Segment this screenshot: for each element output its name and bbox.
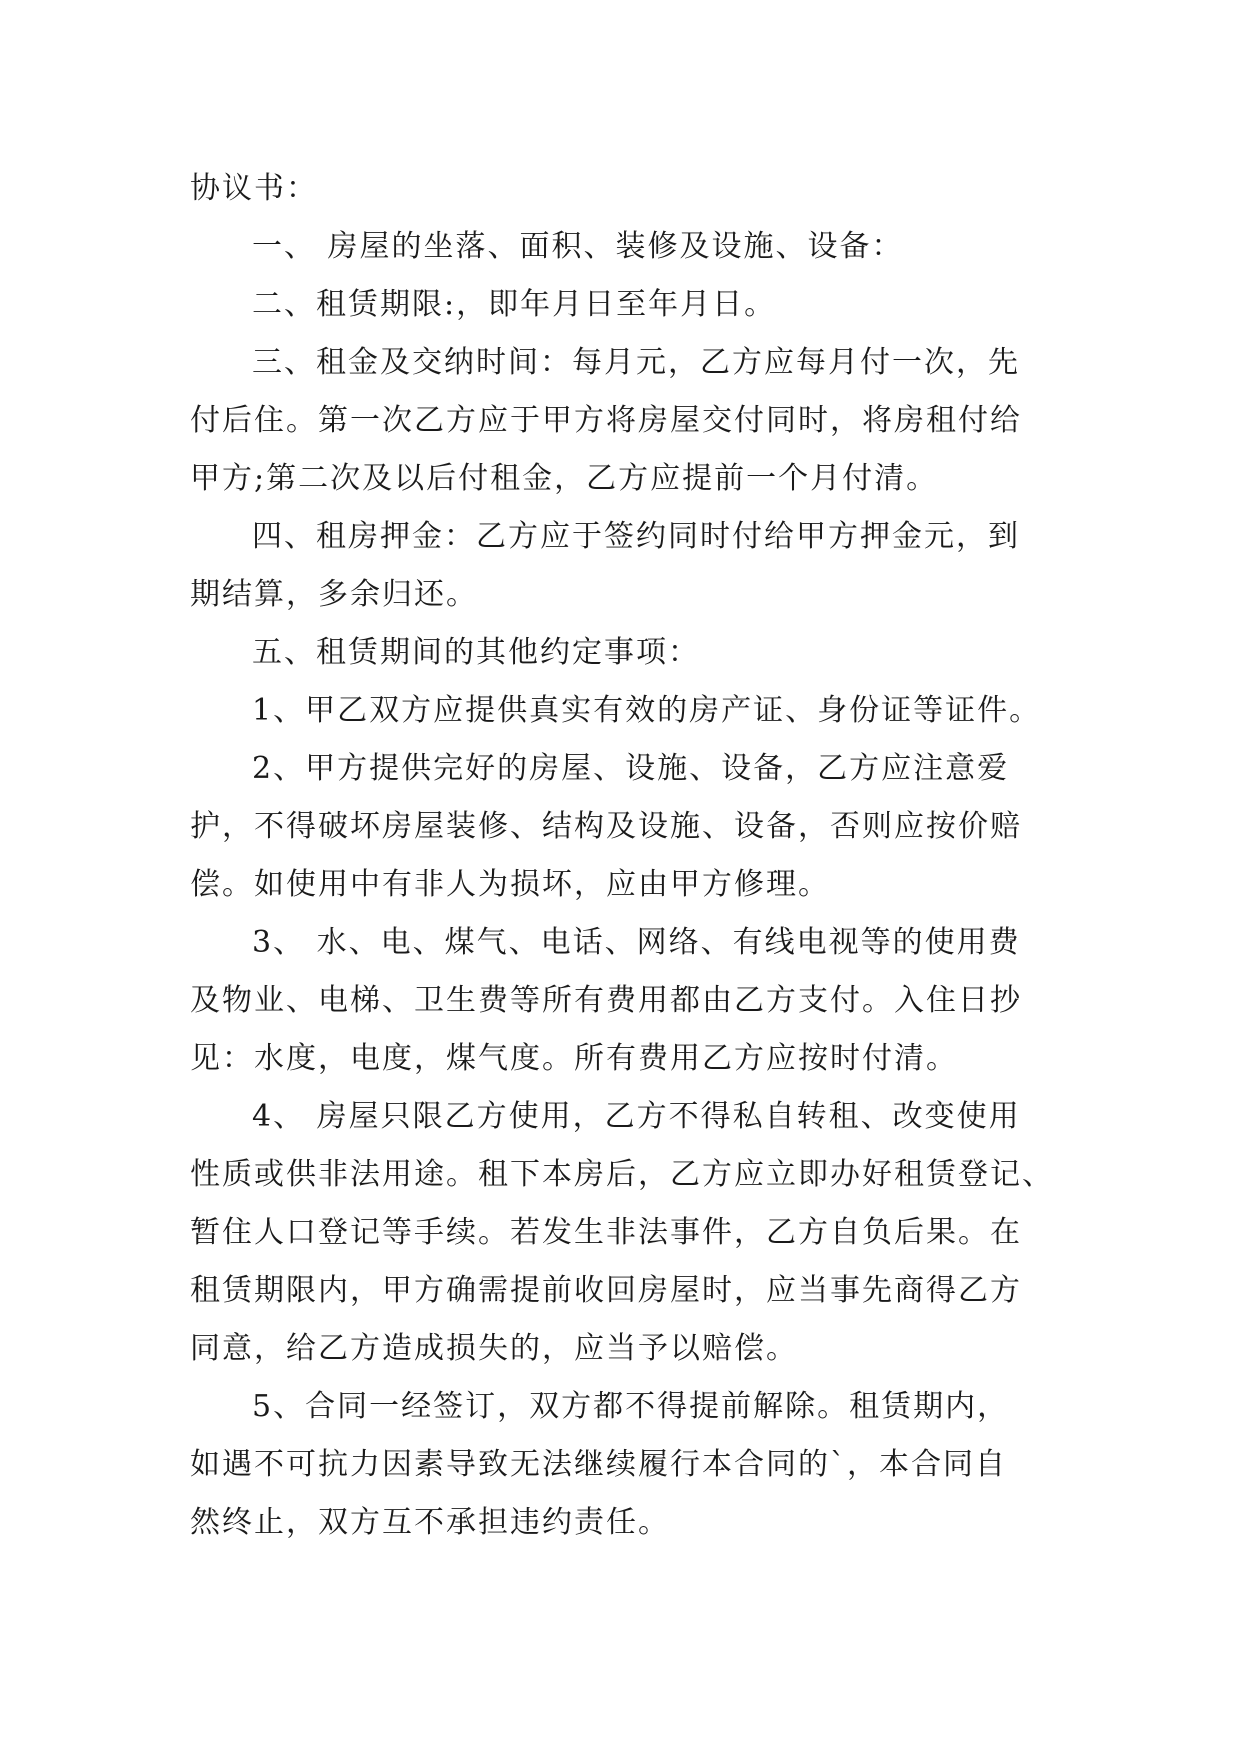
- text-line: 1、甲乙双方应提供真实有效的房产证、身份证等证件。: [252, 693, 1042, 728]
- text-line: 及物业、电梯、卫生费等所有费用都由乙方支付。入住日抄: [190, 983, 1022, 1018]
- text-line: 5、合同一经签订，双方都不得提前解除。租赁期内，: [252, 1389, 1010, 1424]
- text-line: 偿。如使用中有非人为损坏，应由甲方修理。: [190, 867, 830, 902]
- text-line: 见：水度，电度，煤气度。所有费用乙方应按时付清。: [190, 1041, 958, 1076]
- text-line: 五、租赁期间的其他约定事项：: [252, 635, 700, 670]
- text-line: 三、租金及交纳时间：每月元，乙方应每月付一次，先: [252, 345, 1020, 380]
- text-line: 4、 房屋只限乙方使用，乙方不得私自转租、改变使用: [252, 1099, 1021, 1134]
- text-line: 暂住人口登记等手续。若发生非法事件，乙方自负后果。在: [190, 1215, 1022, 1250]
- text-line: 性质或供非法用途。租下本房后，乙方应立即办好租赁登记、: [190, 1157, 1054, 1192]
- text-line: 四、租房押金：乙方应于签约同时付给甲方押金元，到: [252, 519, 1020, 554]
- document-body: [190, 160, 1060, 1552]
- text-line: 期结算，多余归还。: [190, 577, 478, 612]
- text-line: 一、 房屋的坐落、面积、装修及设施、设备：: [252, 229, 904, 264]
- text-line: 租赁期限内，甲方确需提前收回房屋时，应当事先商得乙方: [190, 1273, 1022, 1308]
- text-line: 如遇不可抗力因素导致无法继续履行本合同的`，本合同自: [190, 1447, 1007, 1482]
- text-line: 然终止，双方互不承担违约责任。: [190, 1505, 670, 1540]
- document-heading: 协议书：: [190, 171, 318, 206]
- text-line: 3、 水、电、煤气、电话、网络、有线电视等的使用费: [252, 925, 1021, 960]
- text-line: 甲方;第二次及以后付租金，乙方应提前一个月付清。: [190, 461, 939, 496]
- text-line: 二、租赁期限:，即年月日至年月日。: [252, 287, 777, 322]
- text-line: 同意，给乙方造成损失的，应当予以赔偿。: [190, 1331, 798, 1366]
- text-line: 付后住。第一次乙方应于甲方将房屋交付同时，将房租付给: [190, 403, 1022, 438]
- text-line: 2、甲方提供完好的房屋、设施、设备，乙方应注意爱: [252, 751, 1010, 786]
- text-line: 护，不得破坏房屋装修、结构及设施、设备，否则应按价赔: [190, 809, 1022, 844]
